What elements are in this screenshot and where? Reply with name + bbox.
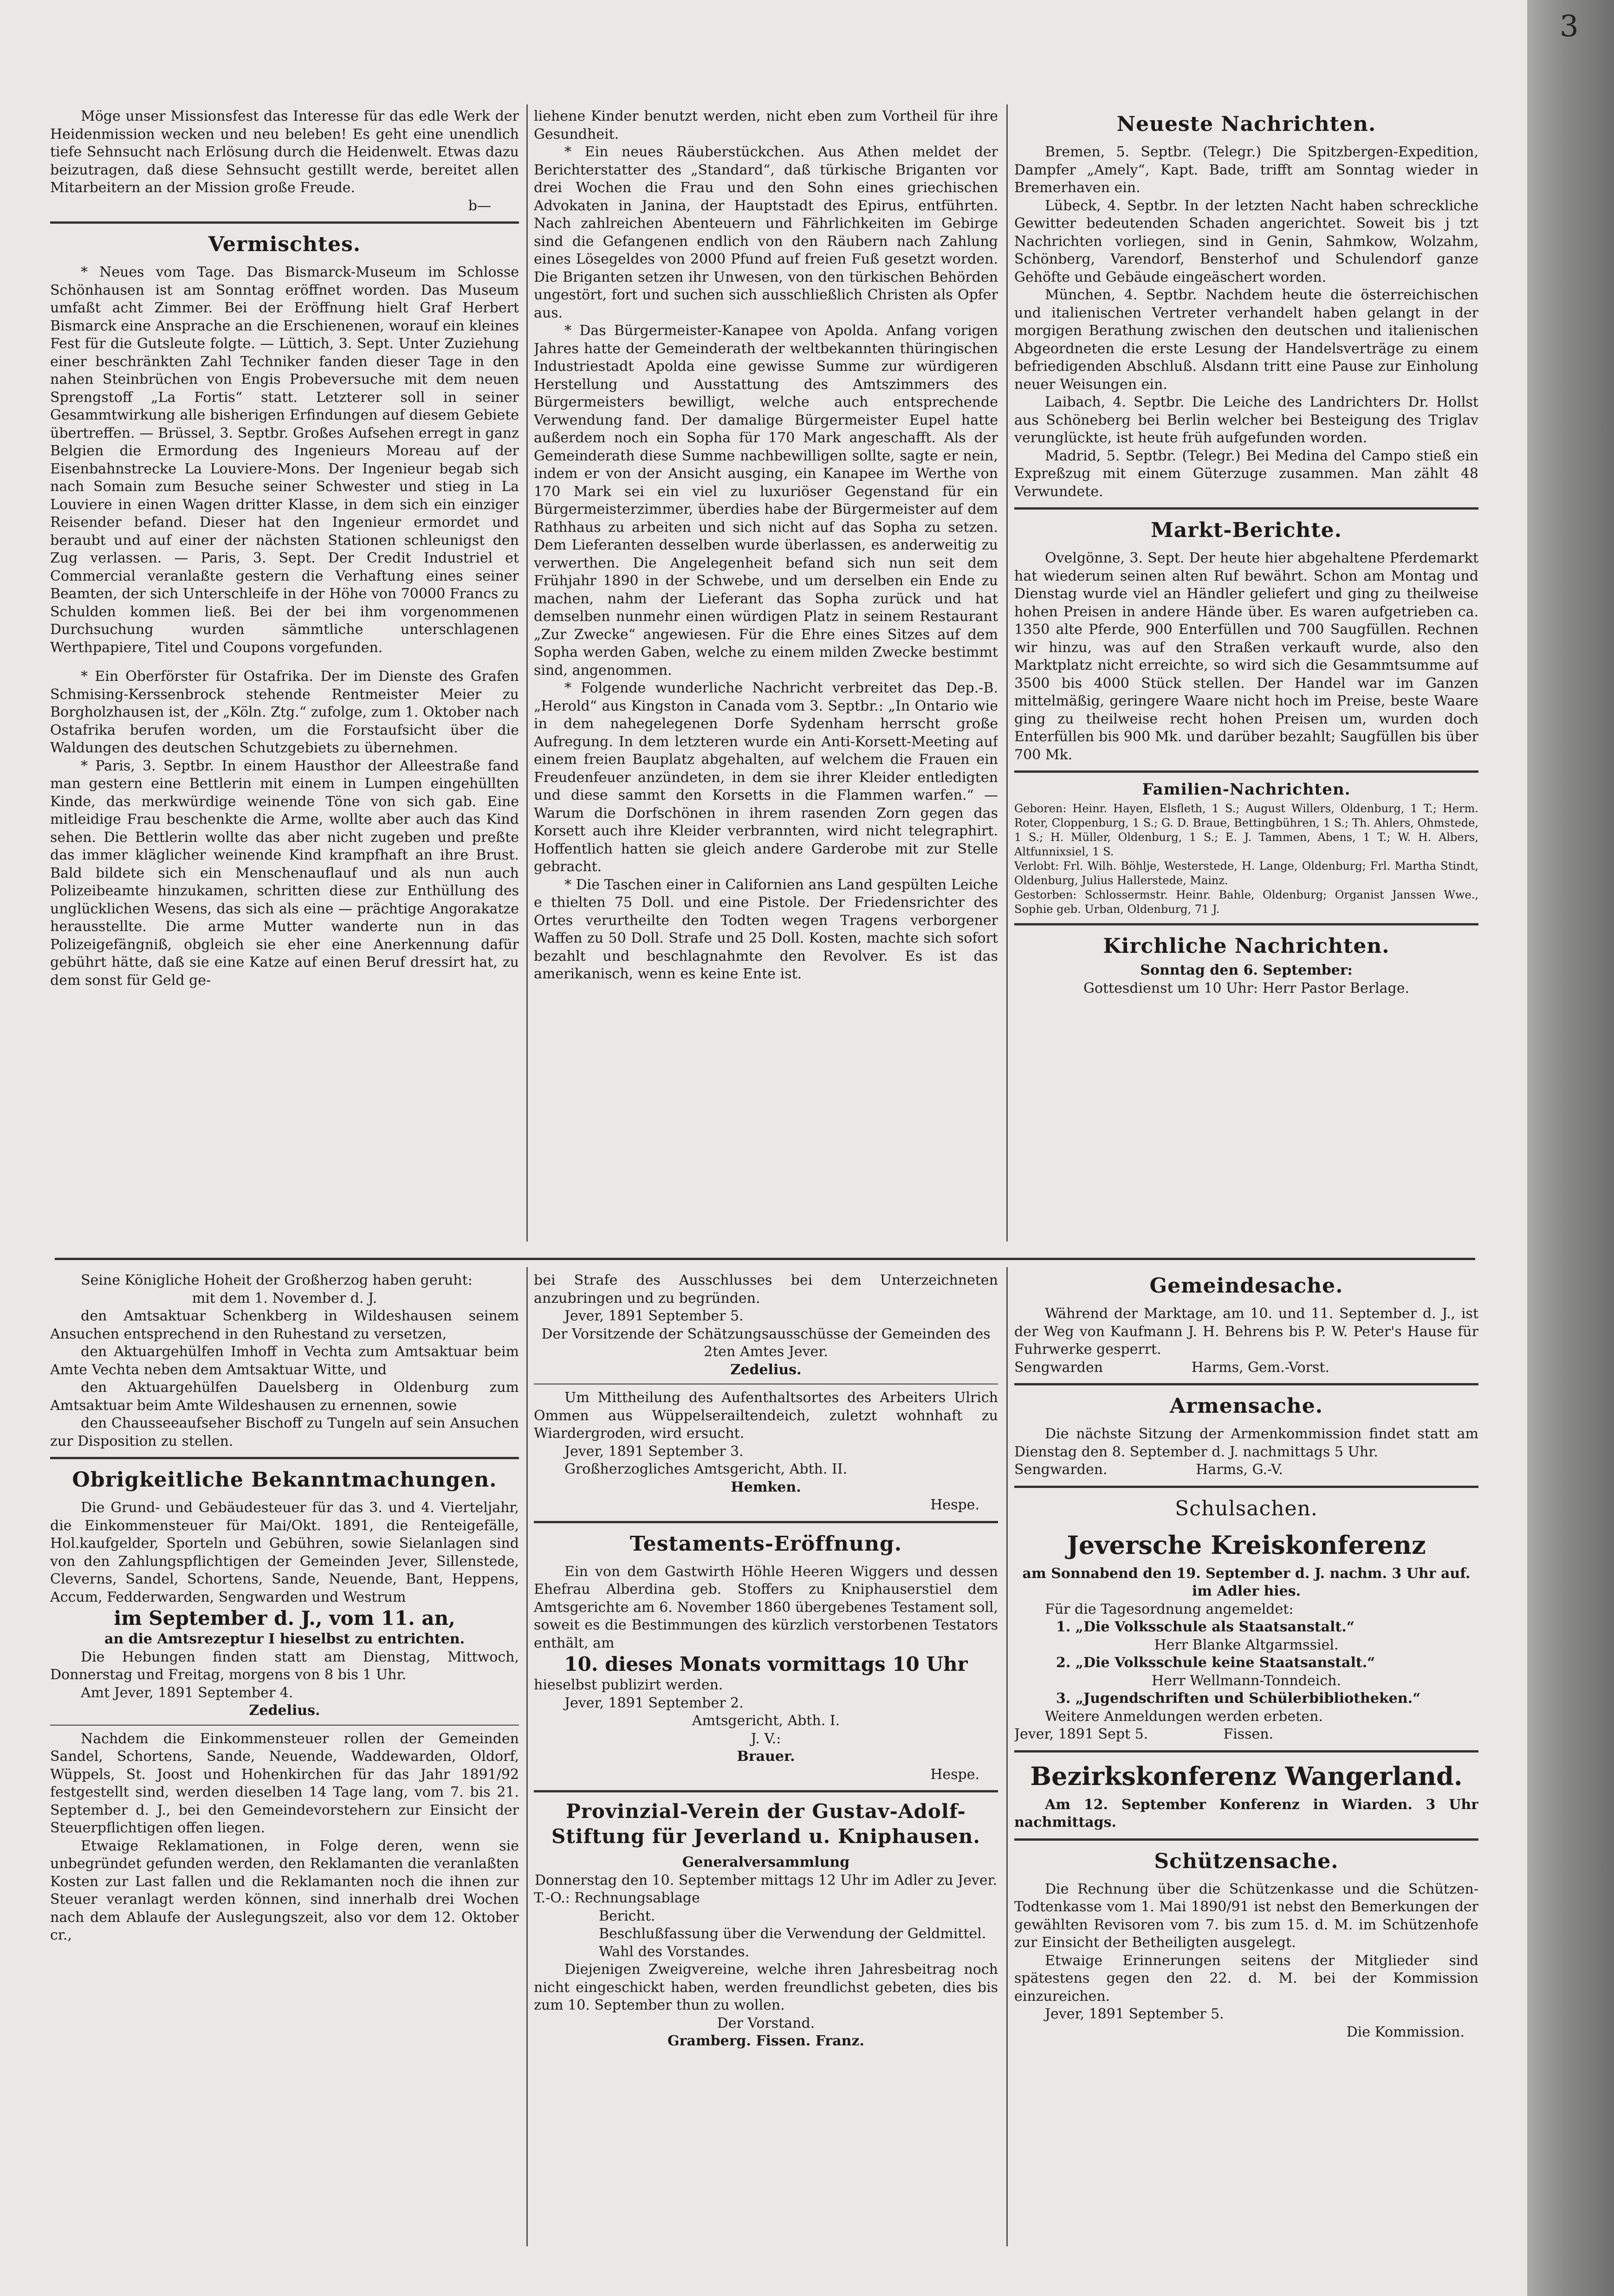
divider [1014, 1838, 1478, 1841]
section-rule [55, 1258, 1475, 1260]
page-edge [1527, 0, 1614, 2296]
agenda-2: Bericht. [599, 1908, 655, 1924]
notice-signature: Zedelius. [730, 1361, 802, 1378]
testament-place-date: Jever, 1891 September 2. [564, 1695, 744, 1711]
conference-signature: Jever, 1891 Sept 5. Fissen. [1014, 1726, 1274, 1742]
notice-continuation: bei Strafe des Ausschlusses bei dem Unterzeichneten anzubringen und zu begründen. [534, 1272, 998, 1306]
page-number: 3 [1560, 9, 1579, 44]
heading-testament: Testaments-Eröffnung. [629, 1532, 902, 1556]
mission-signature: b— [468, 197, 491, 214]
family-died: Gestorben: Schlossermstr. Heinr. Bahle, Oldenburg; Organist Janssen Wwe., Sophie geb. Urban, Oldenburg, 71 J. [1014, 888, 1478, 916]
board-names: Gramberg. Fissen. Franz. [668, 2033, 864, 2049]
section-heading-markt: Markt-Berichte. [1151, 518, 1342, 542]
testament-brauer: Brauer. [737, 1748, 795, 1765]
testament-hespe: Hespe. [930, 1766, 979, 1783]
article-neues-vom-tage: * Neues vom Tage. Das Bismarck-Museum im Schlosse Schönhausen ist am Sonntag eröffnet worden. Das Museum umfaßt acht Zimmer. Bei der Eröffnung hielt Graf Herbert Bismarck eine Ansprache an die Erschienenen, worauf ein kleines Fest für die Gutsleute folgte. — Lüttich, 3. Sept. Unter Zuziehung einer beschränkten Zahl Techniker fanden dieser Tage in den nahen Steinbrüchen von Engis Probeversuche mit dem neuen Sprengstoff „La Fortis“ statt. Letzterer soll in seiner Gesammtwirkung alle bisherigen Erfindungen auf diesem Gebiete übertreffen. — Brüssel, 3. Septbr. Großes Aufsehen erregt in ganz Belgien die Ermordung des Ingenieurs Moreau auf der Eisenbahnstrecke La Louviere-Mons. Der Ingenieur begab sich nach Somain zum Besuche seiner Schwester und stieg in La Louviere in einen Wagen dritter Klasse, in dem sich ein einziger Reisender befand. Dieser hat den Ingenieur ermordet und beraubt und auf einer der nächsten Stationen schleunigst den Zug verlassen. — Paris, 3. Sept. Der Credit Industriel et Commercial veranlaßte gestern die Verhaftung eines seiner Beamten, der sich Unterschleife in der Höhe von 70000 Francs zu Schulden kommen ließ. Bei der bei ihm vorgenommenen Durchsuchung wurden sämmtliche unterschlagenen Werthpapiere, Titel und Coupons vorgefunden. [50, 264, 519, 656]
article-raeuberstueckchen: * Ein neues Räuberstückchen. Aus Athen meldet der Berichterstatter des „Standard“, daß türkische Briganten vor drei Wochen die Frau und den Sohn eines griechischen Advokaten in Janina, der Hauptstadt des Epirus, entführten. Nach zahlreichen Abenteuern und Fährlichkeiten im Gebirge sind die Gefangenen endlich von den Räubern nach Zahlung eines Lösegeldes von 2000 Pfund auf freien Fuß gesetzt worden. Die Briganten setzen ihr Unwesen, von den türkischen Behörden ungestört, fort und suchen sich ausschließlich Christen als Opfer aus. [534, 144, 998, 321]
article-californien: * Die Taschen einer in Californien ans Land gespülten Leiche e thielten 75 Doll. und eine Pistole. Der Friedensrichter des Ortes verurtheilte den Todten wegen Tragens verborgener Waffen zu 50 Doll. Strafe und 25 Doll. Kosten, machte sich sofort bezahlt und beschlagnahmte den Revolver. Es ist das amerikanisch, wenn es keine Ente ist. [534, 876, 998, 982]
article-wunderliche-nachricht: * Folgende wunderliche Nachricht verbreitet das Dep.-B. „Herold“ aus Kingston in Canada vom 3. Septbr.: „In Ontario wie in dem nahegelegenen Dorfe Sydenham herrscht große Aufregung. In dem letzteren wurde ein Anti-Korsett-Meeting auf einem freien Bauplatz abgehalten, auf welchem die Frauen ein Freudenfeuer anzündeten, in dem sie ihrer Kleider entledigten und diese sammt den Korsetts in die Flammen warfen.“ — Warum die Dorfschönen in ihrem rasenden Zorn gegen das Korsett auch ihre Kleider verbrannten, wird nicht telegraphirt. Hoffentlich hatten sie gleich andere Garderobe mit zur Stelle gebracht. [534, 680, 998, 875]
news-laibach: Laibach, 4. Septbr. Die Leiche des Landrichters Dr. Hollst aus Schöneberg bei Berlin welcher bei Besteigung des Triglav verunglückte, ist heute früh aufgefunden worden. [1014, 394, 1478, 446]
testament-date: 10. dieses Monats vormittags 10 Uhr [564, 1653, 968, 1675]
news-muenchen: München, 4. Septbr. Nachdem heute die österreichischen und italienischen Vertreter verhandelt haben gelangt in der morgigen Berathung zwischen den deutschen und italienischen Abgeordneten die erste Lesung der Handelsverträge zu einem befriedigenden Abschluß. Alsdann tritt eine Pause zur Einholung neuer Weisungen ein. [1014, 287, 1478, 393]
section-heading-familien: Familien-Nachrichten. [1142, 780, 1351, 799]
notice-court: Großherzogliches Amtsgericht, Abth. II. [564, 1461, 848, 1477]
divider [50, 1457, 519, 1459]
column-rule [526, 104, 528, 1242]
agenda-intro: Für die Tagesordnung angemeldet: [1045, 1601, 1294, 1617]
agenda-item-1: 1. „Die Volksschule als Staatsanstalt.“ [1056, 1619, 1355, 1635]
testament-jv: J. V.: [751, 1730, 781, 1747]
shooting-date: Jever, 1891 September 5. [1045, 2006, 1224, 2022]
section-heading-kirchlich: Kirchliche Nachrichten. [1103, 934, 1390, 958]
poor-commission: Die nächste Sitzung der Armenkommission findet statt am Dienstag den 8. September d. J. nachmittags 5 Uhr. [1014, 1426, 1478, 1460]
news-luebeck: Lübeck, 4. Septbr. In der letzten Nacht haben schreckliche Gewitter bedeutenden Schaden angerichtet. Soweit bis j tzt Nachrichten vorliegen, sind in Genin, Sahmkow, Wolzahm, Schönberg, Varendorf, Bensterhof und Schulendorf ganze Gehöfte und Gebäude eingeäschert worden. [1014, 197, 1478, 285]
notice-hespe: Hespe. [930, 1497, 979, 1513]
heading-schuetzensache: Schützensache. [1154, 1849, 1339, 1873]
heading-generalversammlung: Generalversammlung [682, 1854, 850, 1870]
divider [1014, 923, 1478, 925]
reclamation-notice: Etwaige Reklamationen, in Folge deren, wenn sie unbegründet gefunden werden, den Reklamanten die veranlaßten Kosten zur Last fallen und die Reklamanten noch die ihnen zur Steuer veranlagt werden können, sind innerhalb drei Wochen nach dem Ablaufe der Auslegungszeit, also vor dem 12. Oktober cr., [50, 1837, 519, 1943]
heading-schulsachen: Schulsachen. [1175, 1496, 1318, 1520]
heading-gemeindesache: Gemeindesache. [1149, 1274, 1343, 1298]
notices-column-1 [50, 1272, 519, 2246]
poor-commission-signature: Sengwarden. Harms, G.-V. [1014, 1462, 1283, 1478]
divider [1014, 770, 1478, 773]
column-3 [1014, 104, 1478, 1244]
mission-paragraph: Möge unser Missionsfest das Interesse für das edle Werk der Heidenmission wecken und neu beleben! Es geht eine unendlich tiefe Sehnsucht nach Erlösung durch die Heidenwelt. Etwas dazu beizutragen, daß diese Sehnsucht gestillt werde, bereitet allen Mitarbeitern an der Mission große Freude. [50, 108, 519, 196]
notice-grossherzog: Seine Königliche Hoheit der Großherzog haben geruht: [81, 1272, 473, 1288]
family-engaged: Verlobt: Frl. Wilh. Böhlje, Westerstede, H. Lange, Oldenburg; Frl. Martha Stindt, Oldenburg, Julius Hallerstede, Mainz. [1014, 860, 1478, 887]
further-registrations: Weitere Anmeldungen werden erbeten. [1045, 1708, 1323, 1725]
testament-court: Amtsgericht, Abth. I. [692, 1713, 840, 1729]
divider [534, 1521, 998, 1523]
tax-date: im September d. J., vom 11. an, [114, 1607, 455, 1630]
member-request: Diejenigen Zweigvereine, welche ihren Jahresbeitrag noch nicht eingeschickt haben, werden freundlichst gebeten, dies bis zum 10. September thun zu wollen. [534, 1961, 998, 2013]
church-date: Sonntag den 6. September: [1140, 962, 1353, 978]
testament-publish: hieselbst publizirt werden. [534, 1677, 723, 1693]
church-service: Gottesdienst um 10 Uhr: Herr Pastor Berlage. [1083, 980, 1410, 996]
testament-text: Ein von dem Gastwirth Höhle Heeren Wiggers und dessen Ehefrau Alberdina geb. Stoffers zu Kniphauserstiel dem Amtsgerichte am 6. November 1860 übergebenes Testament soll, soweit es die Bestimmungen des kürzlich verstorbenen Testators enthält, am [534, 1563, 998, 1651]
notice-place-date: Jever, 1891 September 5. [564, 1308, 744, 1324]
road-closure: Während der Marktage, am 10. und 11. September d. J., ist der Weg von Kaufmann J. H. Behrens bis P. W. Peter's Hause für Fuhrwerke gesperrt. [1014, 1306, 1478, 1358]
tax-place-date: Amt Jever, 1891 September 4. [81, 1684, 293, 1701]
road-closure-signature: Sengwarden Harms, Gem.-Vorst. [1014, 1359, 1329, 1376]
heading-obrigkeitliche: Obrigkeitliche Bekanntmachungen. [72, 1468, 497, 1492]
notice-ommen-date: Jever, 1891 September 3. [564, 1443, 744, 1460]
income-tax-notice: Nachdem die Einkommensteuer rollen der Gemeinden Sandel, Schortens, Sande, Neuende, Waddewarden, Oldorf, Wüppels, St. Joost und Hohenkirchen für das Jahr 1891/92 festgestellt sind, werden dieselben 14 Tage lang, vom 7. bis 21. September d. J., bei den Gemeindevorstehern zur Einsicht der Steuerpflichtigen offen liegen. [50, 1730, 519, 1836]
market-report: Ovelgönne, 3. Sept. Der heute hier abgehaltene Pferdemarkt hat wiederum seinen alten Ruf bewährt. Schon am Montag und Dienstag wurde viel an Händler geliefert und ging zu theilweise hohen Preisen in andere Hände über. Es waren aufgetrieben ca. 1350 alte Pferde, 900 Enterfüllen und 700 Saugfüllen. Rechnen wir hinzu, was auf den Straßen verkauft wurde, also den Marktplatz nicht erreichte, so wird sich die Gesammtsumme auf 3500 bis 4000 Stück stellen. Der Handel war im Ganzen mittelmäßig, geringere Waare nicht hoch im Preise, beste Waare ging zu theilweise recht hohen Preisen um, wurden doch Enterfüllen bis 900 Mk. und darüber bezahlt; Saugfüllen bis über 700 Mk. [1014, 550, 1478, 763]
heading-armensache: Armensache. [1169, 1394, 1323, 1418]
article-paris: * Paris, 3. Septbr. In einem Hausthor der Alleestraße fand man gestern eine Bettlerin mit einem in Lumpen eingehüllten Kinde, das merkwürdige weinende Töne von sich gab. Eine mitleidige Frau beschenkte die Arme, wollte aber auch das Kind sehen. Die Bettlerin wollte das aber nicht zugeben und preßte das immer kläglicher weinende Kind krampfhaft an ihre Brust. Bald bildete sich ein Menschenauflauf und als nun auch Polizeibeamte hinzukamen, schritten diese zur Enthüllung des unglücklichen Wesens, das sich als eine — prächtige Angorakatze herausstellte. Die arme Mutter wanderte nun in das Polizeigefängniß, obgleich sie eher eine Anerkennung dafür gebührt hätte, daß sie eine Katze auf einen Beruf dressirt hat, zu dem sonst für Geld ge- [50, 757, 519, 989]
notice-imhoff: den Aktuargehülfen Imhoff in Vechta zum Amtsaktuar beim Amte Vechta neben dem Amtsaktuar Witte, und [50, 1344, 519, 1378]
agenda-item-2: 2. „Die Volksschule keine Staatsanstalt.“ [1056, 1655, 1375, 1671]
bezirk-date: Am 12. September Konferenz in Wiarden. 3 Uhr nachmittags. [1014, 1796, 1478, 1830]
meeting-date: Donnerstag den 10. September mittags 12 Uhr im Adler zu Jever. [534, 1872, 998, 1889]
divider [534, 1790, 998, 1792]
column-1 [50, 108, 519, 1245]
news-bremen: Bremen, 5. Septbr. (Telegr.) Die Spitzbergen-Expedition, Dampfer „Amely“, Kapt. Bade, trifft am Sonntag wieder in Bremerhaven ein. [1014, 144, 1478, 196]
notice-bischoff: den Chausseeaufseher Bischoff zu Tungeln auf sein Ansuchen zur Disposition zu stellen. [50, 1415, 519, 1449]
divider [50, 1725, 519, 1726]
heading-kreiskonferenz: Jeversche Kreiskonferenz [1067, 1530, 1426, 1560]
divider [1014, 1383, 1478, 1385]
news-madrid: Madrid, 5. Septbr. (Telegr.) Bei Medina del Campo stieß ein Expreßzug mit einem Güterzuge zusammen. Man zählt 48 Verwundete. [1014, 447, 1478, 500]
tax-signature: Zedelius. [249, 1702, 320, 1719]
notice-ommen: Um Mittheilung des Aufenthaltsortes des Arbeiters Ulrich Ommen aus Wüppelserailtendeich, zuletzt wohnhaft zu Wiardergroden, wird ersucht. [534, 1390, 998, 1442]
column-2 [534, 108, 998, 1245]
column-rule [1006, 104, 1008, 1242]
agenda-3: Beschlußfassung über die Verwendung der Geldmittel. [599, 1926, 986, 1942]
agenda-speaker-2: Herr Wellmann-Tonndeich. [1151, 1672, 1342, 1689]
family-born: Geboren: Heinr. Hayen, Elsfleth, 1 S.; August Willers, Oldenburg, 1 T.; Herm. Roter, Cloppenburg, 1 S.; G. D. Braue, Bettingbühren, 1 S.; Th. Ahlers, Ohmstede, 1 S.; H. Müller, Oldenburg, 1 S.; E. J. Tammen, Abens, 1 T.; W. H. Albers, Altfunnixsiel, 1 S. [1014, 802, 1478, 858]
shooting-accounts: Die Rechnung über die Schützenkasse und die Schützen-Todtenkasse vom 1. Mai 1890/91 ist nebst den Bemerkungen der gewählten Revisoren vom 7. bis zum 15. d. M. im Schützenhofe zur Einsicht der Betheiligten ausgelegt. [1014, 1881, 1478, 1951]
agenda-item-3: 3. „Jugendschriften und Schülerbibliotheken.“ [1056, 1690, 1421, 1707]
board: Der Vorstand. [717, 2015, 815, 2031]
shooting-objections: Etwaige Erinnerungen seitens der Mitglieder sind spätestens gegen den 22. d. M. bei der Kommission einzureichen. [1014, 1952, 1478, 2005]
notice-date: mit dem 1. November d. J. [192, 1290, 377, 1306]
tax-notice: Die Grund- und Gebäudesteuer für das 3. und 4. Vierteljahr, die Einkommensteuer für Mai/Okt. 1891, die Renteigefälle, Hol.kaufgelder, Sporteln und Gebühren, sowie Sielanlagen sind von den Zahlungspflichtigen der Gemeinden Jever, Sillenstede, Cleverns, Sandel, Schortens, Sande, Neuende, Bant, Heppens, Accum, Fedderwarden, Sengwarden und Westrum [50, 1500, 519, 1605]
divider [1014, 507, 1478, 510]
agenda-1: T.-O.: Rechnungsablage [534, 1890, 700, 1906]
article-continuation: liehene Kinder benutzt werden, nicht eben zum Vortheil für ihre Gesundheit. [534, 108, 998, 142]
section-heading-neueste: Neueste Nachrichten. [1116, 112, 1376, 136]
notice-chair: Der Vorsitzende der Schätzungsausschüsse der Gemeinden des 2ten Amtes Jever. [541, 1326, 991, 1360]
divider [50, 221, 519, 224]
notice-dauelsberg: den Aktuargehülfen Dauelsberg in Oldenburg zum Amtsaktuar beim Amte Wildeshausen zu ernennen, sowie [50, 1379, 519, 1414]
conference-date: am Sonnabend den 19. September d. J. nachm. 3 Uhr auf. im Adler hies. [1022, 1565, 1471, 1599]
heading-bezirkskonferenz: Bezirkskonferenz Wangerland. [1030, 1761, 1463, 1791]
heading-gustav-adolf: Provinzial-Verein der Gustav-Adolf-Stiftung für Jeverland u. Kniphausen. [551, 1800, 981, 1848]
divider [1014, 1750, 1478, 1753]
notice-hemken: Hemken. [731, 1479, 801, 1495]
article-kanapee: * Das Bürgermeister-Kanapee von Apolda. Anfang vorigen Jahres hatte der Gemeinderath der weltbekannten thüringischen Industriestadt Apolda eine gewisse Summe zur würdigeren Herstellung und Ausstattung des Amtszimmers des Bürgermeisters bewilligt, welche auch entsprechende Verwendung fand. Der damalige Bürgermeister Eupel hatte außerdem noch ein Sopha für 170 Mark angeschafft. Als der Gemeinderath diese Summe nachbewilligen sollte, sagte er nein, indem er von der Ansicht ausging, ein Kanapee im Werthe von 170 Mark sei ein viel zu luxuriöser Gegenstand für ein Bürgermeisterzimmer, überdies habe der Bürgermeister auf dem Rathhaus zu arbeiten und sich nicht auf das Sopha zu setzen. Dem Lieferanten desselben wurde überlassen, es anderweitig zu verwerthen. Die Angelegenheit befand sich nun seit dem Frühjahr 1890 in der Schwebe, und um derselben ein Ende zu machen, nahm der Lieferant das Sopha zurück und hat demselben nunmehr einen würdigen Platz in seinem Restaurant „Zur Zwecke“ angewiesen. Für die Ehre eines Sitzes auf dem Sopha werden Gaben, welche zu einem milden Zwecke bestimmt sind, angenommen. [534, 323, 998, 679]
notices-column-2 [534, 1272, 998, 2246]
notice-schenkberg: den Amtsaktuar Schenkberg in Wildeshausen seinem Ansuchen entsprechend in den Ruhestand zu versetzen, [50, 1308, 519, 1342]
column-rule [1006, 1267, 1008, 2246]
tax-hours: Die Hebungen finden statt am Dienstag, Mittwoch, Donnerstag und Freitag, morgens von 8 bis 1 Uhr. [50, 1649, 519, 1683]
section-heading-vermischtes: Vermischtes. [208, 233, 361, 256]
column-rule [526, 1267, 528, 2246]
notices-column-3 [1014, 1272, 1478, 2246]
article-oberfoerster: * Ein Oberförster für Ostafrika. Der im Dienste des Grafen Schmising-Kerssenbrock stehende Rentmeister Meier zu Borgholzhausen ist, der „Köln. Ztg.“ zufolge, zum 1. Oktober nach Ostafrika berufen worden, um die Forstaufsicht über die Waldungen des deutschen Schutzgebiets zu übernehmen. [50, 668, 519, 756]
agenda-4: Wahl des Vorstandes. [599, 1943, 750, 1960]
divider [1014, 1486, 1478, 1488]
tax-office: an die Amtsrezeptur I hieselbst zu entrichten. [104, 1631, 465, 1647]
shooting-commission: Die Kommission. [1346, 2024, 1465, 2040]
agenda-speaker-1: Herr Blanke Altgarmssiel. [1154, 1636, 1339, 1653]
